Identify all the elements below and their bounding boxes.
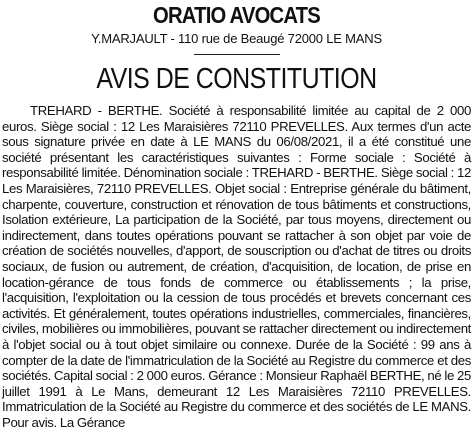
notice-title: AVIS DE CONSTITUTION [96,63,377,95]
header-divider [194,54,280,55]
firm-name: ORATIO AVOCATS [153,2,320,28]
notice-body: TREHARD - BERTHE. Société à responsabilité limitée au capital de 2 000 euros. Siège social : 12 Les Maraisières 72110 PREVELLES. Aux termes d'un acte sous signature privée en date à LE MANS du 06/08/2021, il a été constitué une société présentant les caractéristiques suivantes : Forme sociale : Société à responsabilité limitée. Dénomination sociale : TREHARD - BERTHE. Siège social : 12 Les Maraisières, 72110 PREVELLES. Objet social : Entreprise générale du bâtiment, charpente, couverture, construction et rénovation de tous bâtiments et constructions, Isolation extérieure, La participation de la Société, par tous moyens, directement ou indirectement, dans toutes opérations pouvant se rattacher à son objet par voie de création de sociétés nouvelles, d'apport, de souscription ou d'achat de titres ou droits sociaux, de fusion ou autrement, de création, d'acquisition, de location, de prise en location-gérance de tous fonds de commerce ou établissements ; la prise, l'acquisition, l'exploitation ou la cession de tous procédés et brevets concernant ces activités. Et généralement, toutes opérations industrielles, commerciales, financières, civiles, mobilières ou immobilières, pouvant se rattacher directement ou indirectement à l'objet social ou à tout objet similaire ou connexe. Durée de la Société : 99 ans à compter de la date de l'immatriculation de la Société au Registre du commerce et des sociétés. Capital social : 2 000 euros. Gérance : Monsieur Raphaël BERTHE, né le 25 juillet 1991 à Le Mans, demeurant 12 Les Maraisières 72110 PREVELLES. Immatriculation de la Société au Registre du commerce et des sociétés de LE MANS. Pour avis. La Gérance [2,103,471,430]
firm-address: Y.MARJAULT - 110 rue de Beaugé 72000 LE MANS [91,31,382,46]
